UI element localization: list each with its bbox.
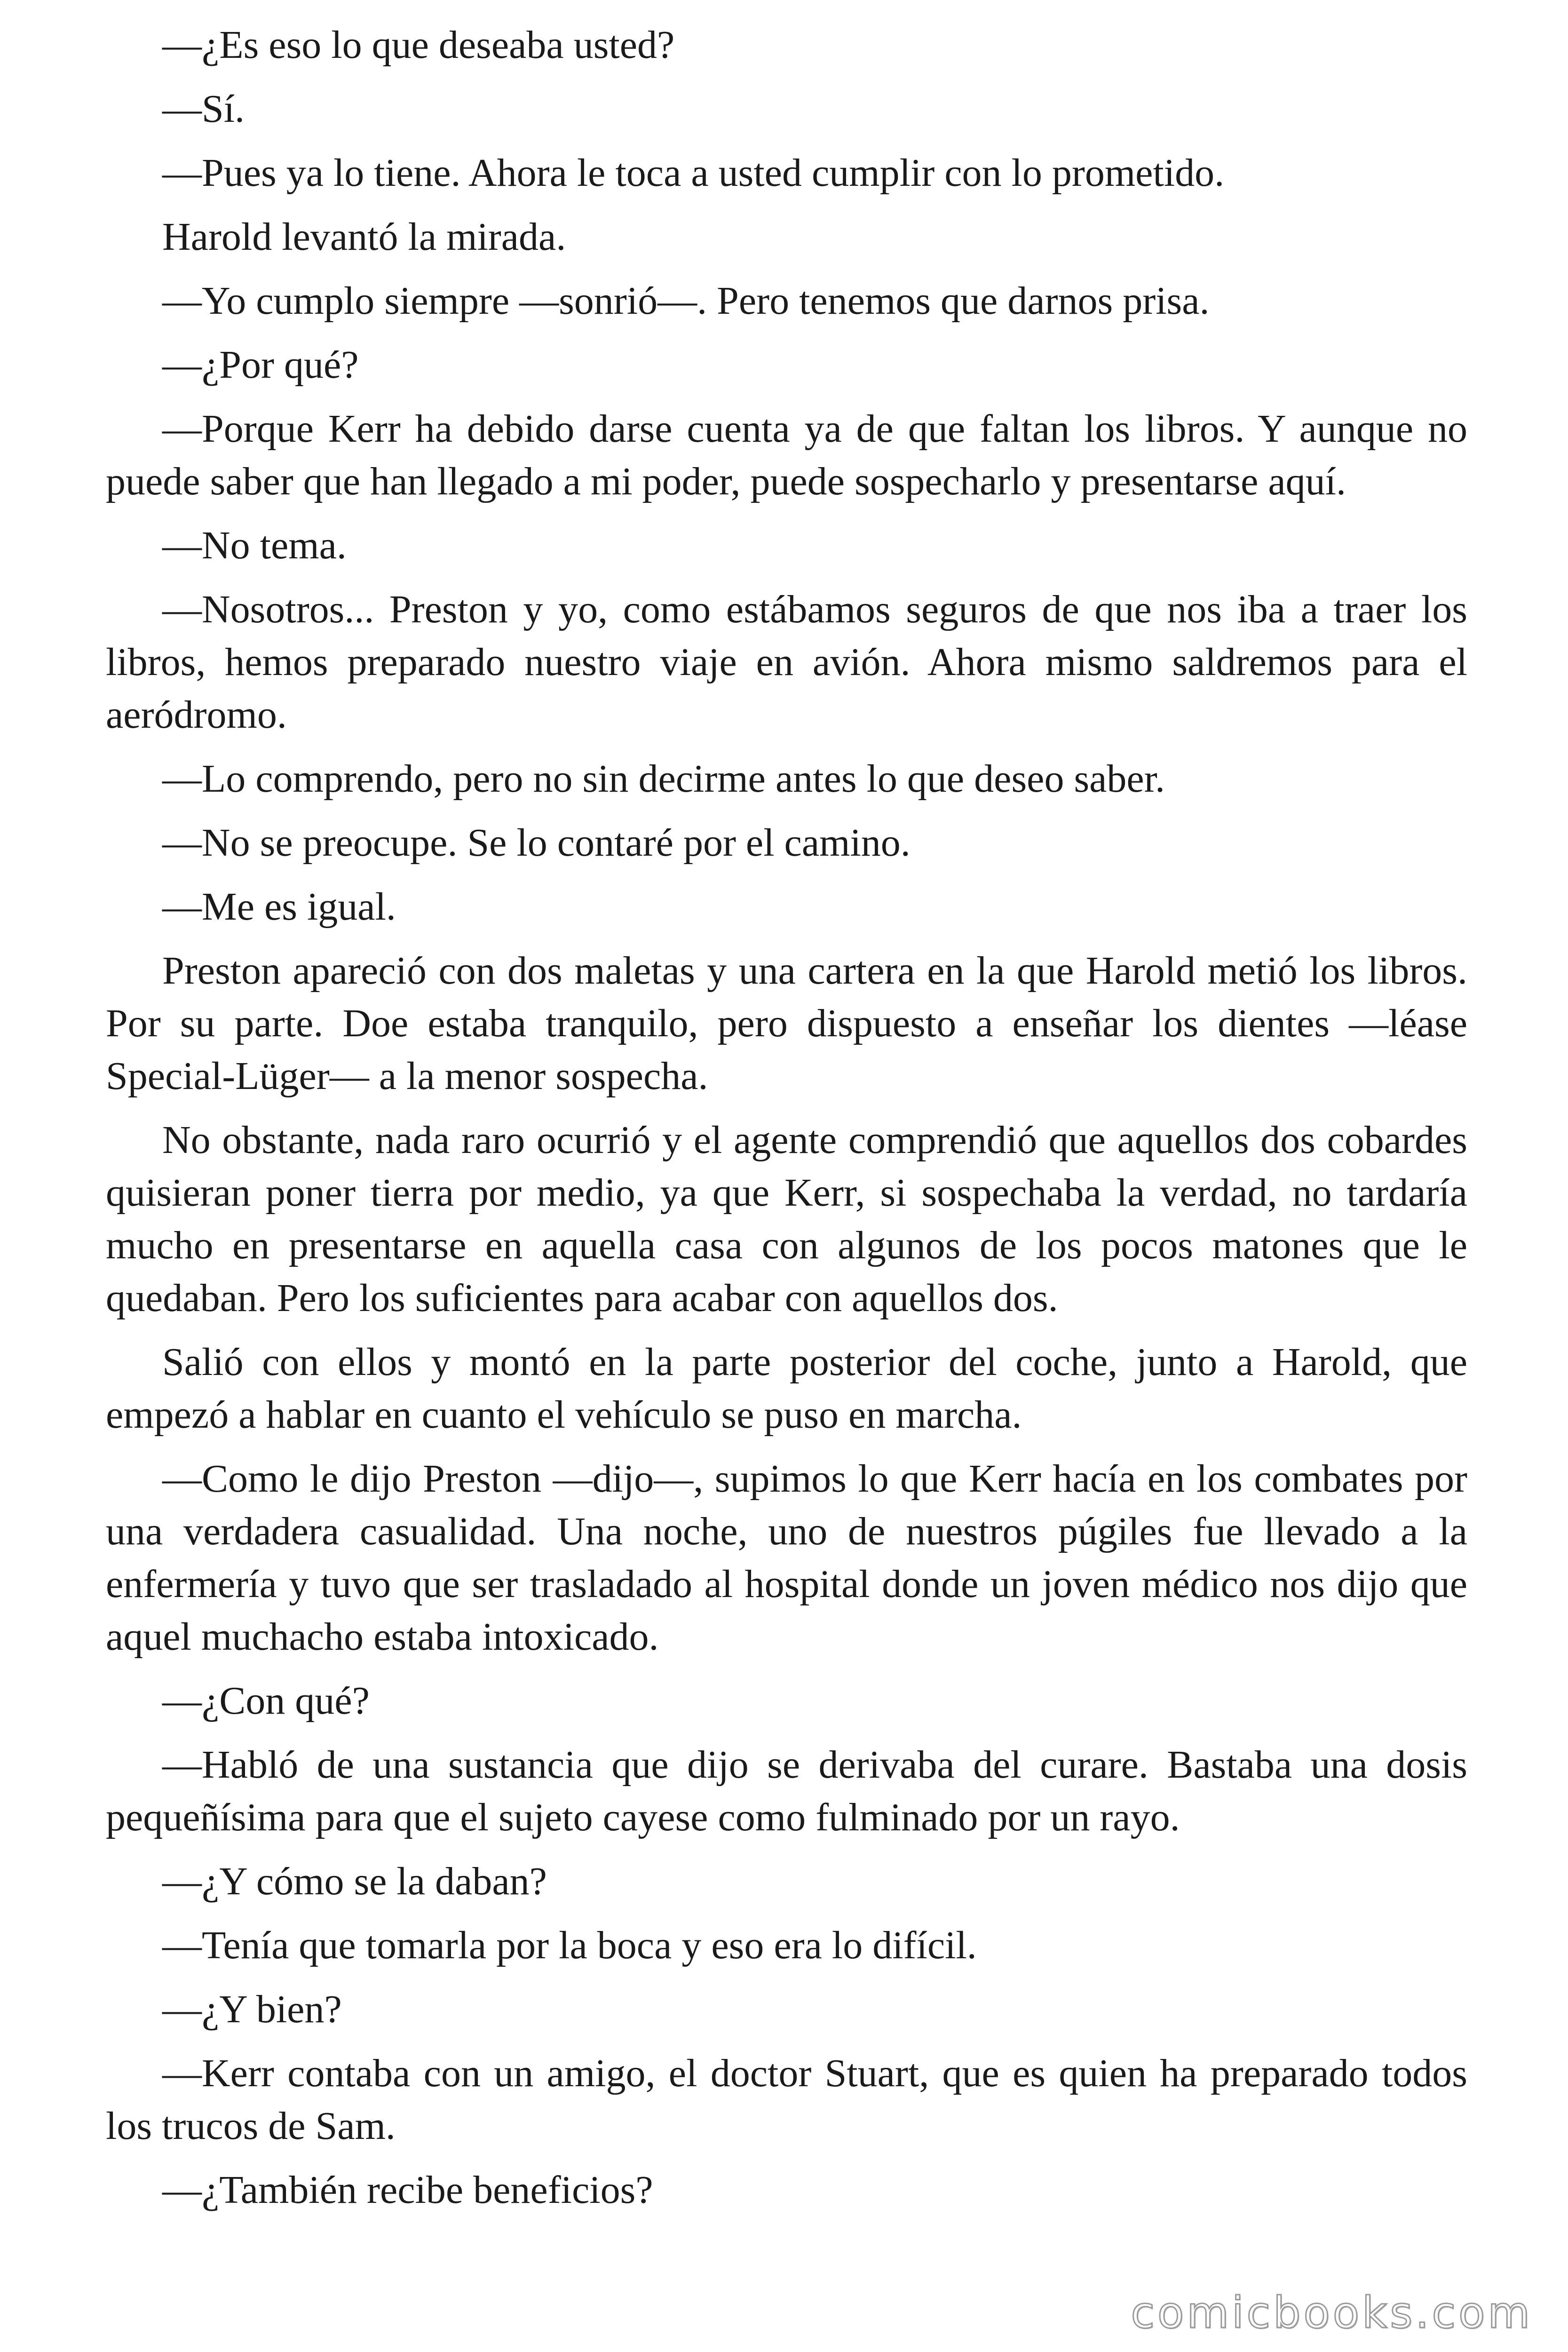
paragraph: No obstante, nada raro ocurrió y el agente comprendió que aquellos dos cobardes quisieran poner tierra por medio, ya que Kerr, si sospechaba la verdad, no tardaría mucho en presentarse en aquella casa con algunos de los pocos matones que le quedaban. Pero los suficientes para acabar con aquellos dos. (106, 1118, 1467, 1320)
paragraph: —No tema. (162, 524, 347, 567)
paragraph: —¿Por qué? (162, 343, 359, 387)
paragraph: —Pues ya lo tiene. Ahora le toca a usted cumplir con lo prometido. (162, 151, 1225, 195)
paragraph: —¿Y cómo se la daban? (162, 1859, 547, 1903)
paragraph: —¿Es eso lo que deseaba usted? (162, 23, 675, 67)
body-text (106, 19, 1467, 2228)
paragraph: Preston apareció con dos maletas y una cartera en la que Harold metió los libros. Por su parte. Doe estaba tranquilo, pero dispuesto a enseñar los dientes —léase Special-Lüger— a la menor sospecha. (106, 949, 1467, 1098)
paragraph: —¿Con qué? (162, 1679, 370, 1723)
paragraph: —Yo cumplo siempre —sonrió—. Pero tenemos que darnos prisa. (162, 279, 1210, 323)
watermark: comicbooks.com (1131, 2288, 1533, 2338)
paragraph: —¿También recibe beneficios? (162, 2168, 653, 2212)
paragraph: —¿Y bien? (162, 1987, 342, 2031)
paragraph: —Habló de una sustancia que dijo se derivaba del curare. Bastaba una dosis pequeñísima para que el sujeto cayese como fulminado por un rayo. (106, 1743, 1467, 1839)
paragraph: Harold levantó la mirada. (162, 215, 566, 259)
paragraph: Salió con ellos y montó en la parte posterior del coche, junto a Harold, que empezó a hablar en cuanto el vehículo se puso en marcha. (106, 1340, 1467, 1437)
paragraph: —Kerr contaba con un amigo, el doctor Stuart, que es quien ha preparado todos los trucos de Sam. (106, 2051, 1467, 2148)
paragraph: —Lo comprendo, pero no sin decirme antes lo que deseo saber. (162, 757, 1165, 801)
paragraph: —Porque Kerr ha debido darse cuenta ya de que faltan los libros. Y aunque no puede saber que han llegado a mi poder, puede sospecharlo y presentarse aquí. (106, 407, 1467, 503)
paragraph: —Tenía que tomarla por la boca y eso era lo difícil. (162, 1923, 977, 1967)
paragraph: —Nosotros... Preston y yo, como estábamos seguros de que nos iba a traer los libros, hemos preparado nuestro viaje en avión. Ahora mismo saldremos para el aeródromo. (106, 588, 1467, 737)
paragraph: —No se preocupe. Se lo contaré por el camino. (162, 821, 911, 865)
paragraph: —Sí. (162, 87, 245, 131)
paragraph: —Me es igual. (162, 885, 396, 929)
paragraph: —Como le dijo Preston —dijo—, supimos lo que Kerr hacía en los combates por una verdadera casualidad. Una noche, uno de nuestros púgiles fue llevado a la enfermería y tuvo que ser trasladado al hospital donde un joven médico nos dijo que aquel muchacho estaba intoxicado. (106, 1457, 1467, 1659)
